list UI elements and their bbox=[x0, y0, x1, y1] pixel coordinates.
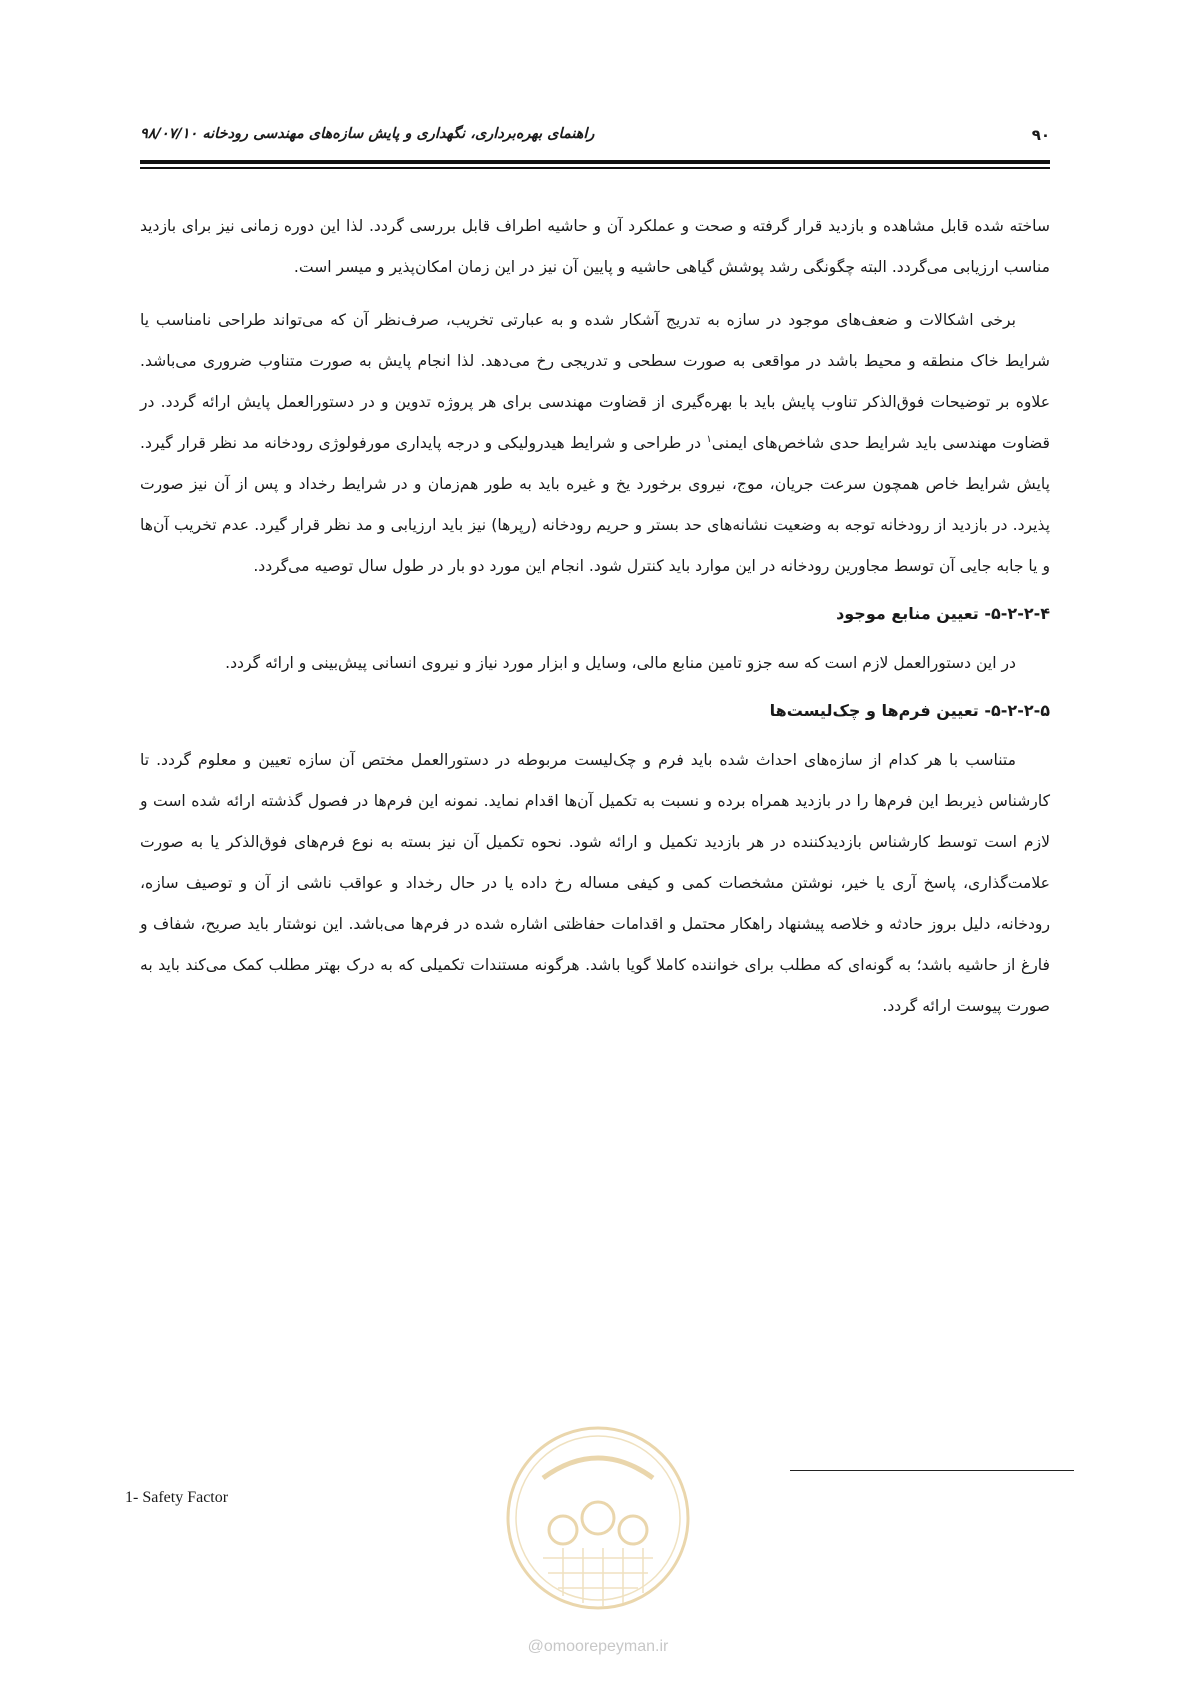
paragraph-1: ساخته شده قابل مشاهده و بازدید قرار گرفته و صحت و عملکرد آن و حاشیه اطراف قابل بررسی گردد. لذا این دوره زمانی نیز برای بازدید مناسب ارزیابی می‌گردد. البته چگونگی رشد پوشش گیاهی حاشیه و پایین آن نیز در این زمان امکان‌پذیر و میسر است. bbox=[140, 217, 1050, 276]
page-number: ۹۰ bbox=[1031, 126, 1050, 144]
section-heading-5: ۵-۲-۲-۵- تعیین فرم‌ها و چک‌لیست‌ها bbox=[769, 701, 1050, 720]
footnote-marker[interactable]: ۱ bbox=[706, 433, 712, 445]
paragraph-2-part-2: در طراحی و شرایط هیدرولیکی و درجه پایداری مورفولوژی رودخانه مد نظر قرار گیرد. پایش شرایط خاص همچون سرعت جریان، موج، نیروی برخورد یخ و غیره باید به طور هم‌زمان و در شرایط رخداد و پس از آن نیز صورت پذیرد. در بازدید از رودخانه توجه به وضعیت نشانه‌های حد بستر و حریم رودخانه (رپرها) نیز باید ارزیابی و مد نظر قرار گیرد. عدم تخریب آن‌ها و یا جابه جایی آن توسط مجاورین رودخانه در این موارد باید کنترل شود. انجام این مورد دو بار در طول سال توصیه می‌گردد. bbox=[140, 434, 1050, 575]
watermark-seal-icon bbox=[503, 1418, 693, 1628]
running-title: راهنمای بهره‌برداری، نگهداری و پایش سازه‌های مهندسی رودخانه ۹۸/۰۷/۱۰ bbox=[140, 126, 595, 142]
paragraph-2 bbox=[140, 300, 1050, 587]
watermark-site: @omoorepeyman.ir bbox=[527, 1638, 669, 1655]
paragraph-4: متناسب با هر کدام از سازه‌های احداث شده باید فرم و چک‌لیست مربوطه در دستورالعمل مختص آن سازه تعیین و معلوم گردد. تا کارشناس ذیربط این فرم‌ها را در بازدید همراه برده و نسبت به تکمیل آن‌ها اقدام نماید. نمونه این فرم‌ها در فصول گذشته ارائه شده است و لازم است توسط کارشناس بازدیدکننده در هر بازدید تکمیل و ارائه شود. نحوه تکمیل آن نیز بسته به نوع فرم‌های فوق‌الذکر یا به صورت علامت‌گذاری، پاسخ آری یا خیر، نوشتن مشخصات کمی و کیفی مساله رخ داده یا در حال رخداد و عواقب ناشی از آن و توصیف سازه، رودخانه، دلیل بروز حادثه و خلاصه پیشنهاد راهکار محتمل و اقدامات حفاظتی اشاره شده در فرم‌ها می‌باشد. این نوشتار باید صریح، شفاف و فارغ از حاشیه باشد؛ به گونه‌ای که مطلب برای خواننده کاملا گویا باشد. هرگونه مستندات تکمیلی که به درک بهتر مطلب کمک می‌کند باید به صورت پیوست ارائه گردد. bbox=[140, 751, 1050, 1015]
header-rule-thick bbox=[140, 160, 1050, 164]
footnote-1: 1- Safety Factor bbox=[125, 1489, 229, 1506]
page-header bbox=[140, 126, 1050, 156]
footnote-separator bbox=[790, 1470, 1074, 1471]
paragraph-2-part-1: برخی اشکالات و ضعف‌های موجود در سازه به تدریج آشکار شده و به عبارتی تخریب، صرف‌نظر آن که می‌تواند طراحی نامناسب یا شرایط خاک منطقه و محیط باشد در مواقعی به صورت سطحی و تدریجی رخ می‌دهد. لذا انجام پایش به صورت متناوب ضروری می‌باشد. علاوه بر توضیحات فوق‌الذکر تناوب پایش باید با بهره‌گیری از قضاوت مهندسی برای هر پروژه تدوین و در دستورالعمل پایش ارائه گردد. در قضاوت مهندسی باید شرایط حدی شاخص‌های ایمنی bbox=[140, 311, 1050, 452]
header-rule-thin bbox=[140, 167, 1050, 169]
watermark-logo bbox=[503, 1418, 693, 1668]
section-heading-4: ۵-۲-۲-۴- تعیین منابع موجود bbox=[836, 604, 1050, 623]
paragraph-3: در این دستورالعمل لازم است که سه جزو تامین منابع مالی، وسایل و ابزار مورد نیاز و نیروی انسانی پیش‌بینی و ارائه گردد. bbox=[225, 654, 1016, 672]
body-content bbox=[140, 206, 1050, 1039]
